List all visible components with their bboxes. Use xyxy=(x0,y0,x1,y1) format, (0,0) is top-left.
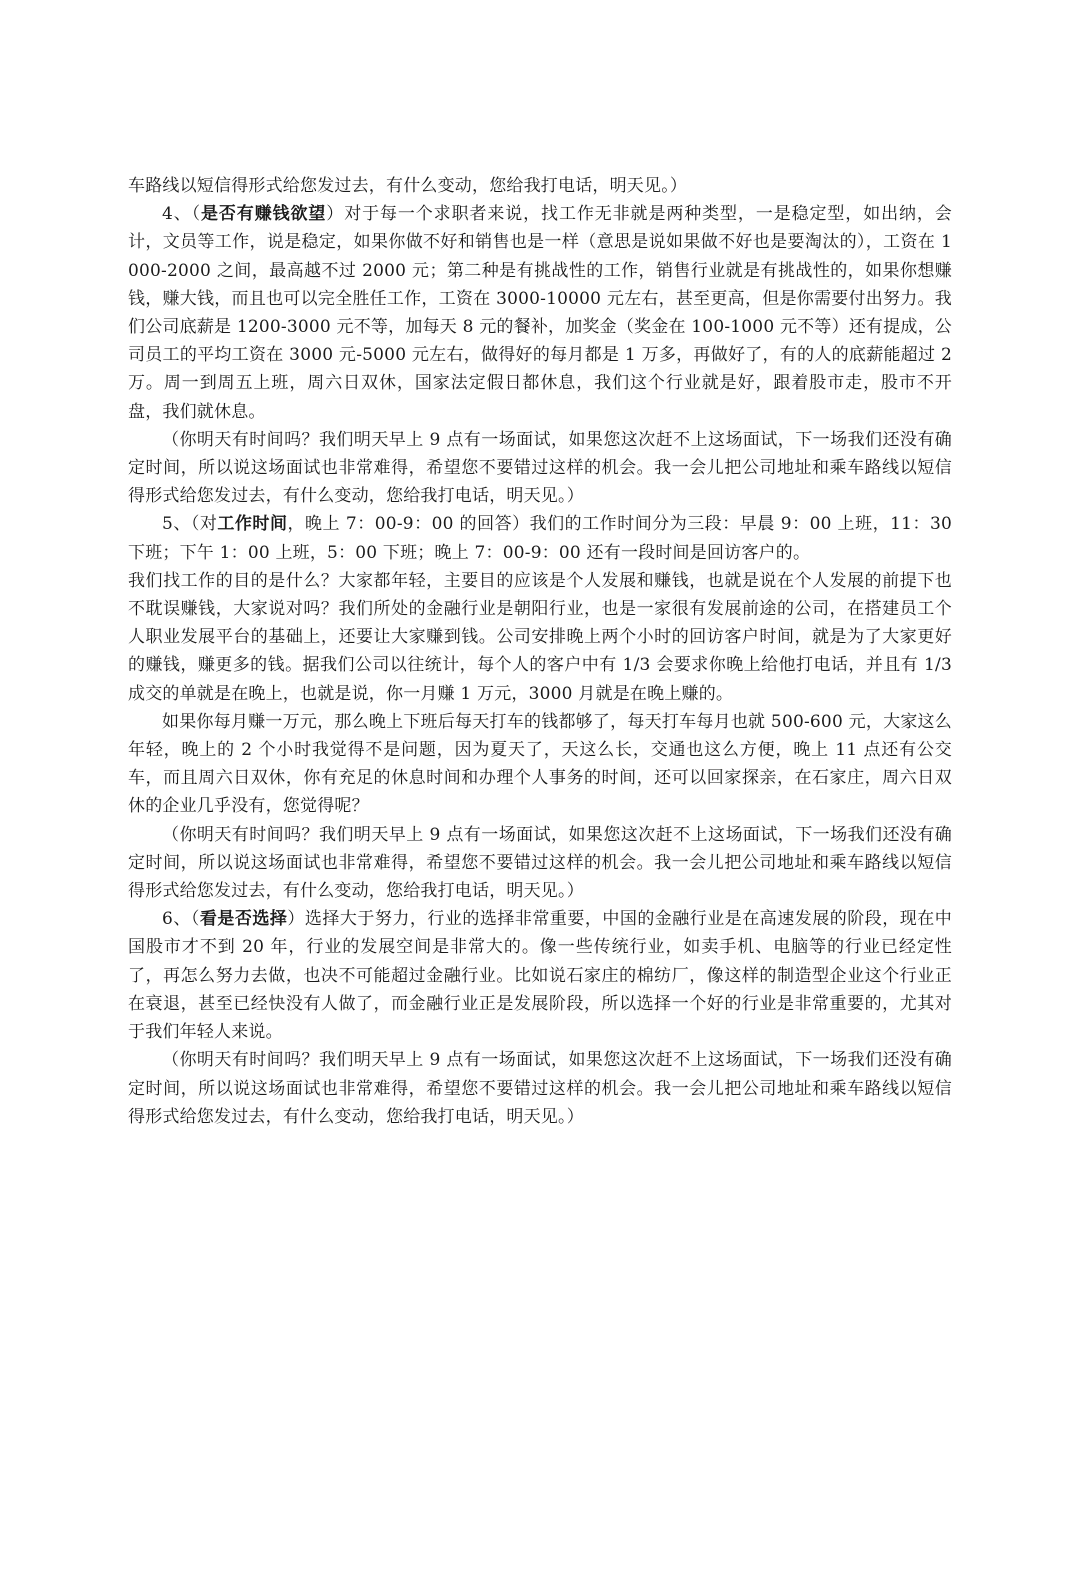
paragraph-item-5 xyxy=(128,510,952,566)
item-heading: 工作时间 xyxy=(217,514,288,535)
item-heading: 看是否选择 xyxy=(199,909,288,930)
paragraph-item-4 xyxy=(128,200,952,426)
paragraph-text: 车路线以短信得形式给您发过去，有什么变动，您给我打电话，明天见。） xyxy=(128,176,688,196)
paragraph-interview-invite xyxy=(128,426,952,511)
paragraph-text: （你明天有时间吗？我们明天早上 9 点有一场面试，如果您这次赶不上这场面试，下一场我们还没有确定时间，所以说这场面试也非常难得，希望您不要错过这样的机会。我一会儿把公司地址和乘车路线以短信得形式给您发过去，有什么变动，您给我打电话，明天见。） xyxy=(128,824,952,902)
paragraph-interview-invite xyxy=(128,821,952,906)
paragraph-text: ）对于每一个求职者来说，找工作无非就是两种类型，一是稳定型，如出纳，会计，文员等工作，说是稳定，如果你做不好和销售也是一样（意思是说如果做不好也是要淘汰的），工资在 1000-2000 之间，最高越不过 2000 元；第二种是有挑战性的工作，销售行业就是有挑战性的，如果你想赚钱，赚大钱，而且也可以完全胜任工作，工资在 3000-10000 元左右，甚至更高，但是你需要付出努力。我们公司底薪是 1200-3000 元不等，加每天 8 元的餐补，加奖金（奖金在 100-1000 元不等）还有提成，公司员工的平均工资在 3000 元-5000 元左右，做得好的每月都是 1 万多，再做好了，有的人的底薪能超过 2 万。周一到周五上班，周六日双休，国家法定假日都休息，我们这个行业就是好，跟着股市走，股市不开盘，我们就休息。 xyxy=(128,204,952,422)
paragraph-text: ，晚上 7：00-9：00 的回答）我们的工作时间分为三段：早晨 9：00 上班，11：30 下班；下午 1：00 上班，5：00 下班；晚上 7：00-9：00 还有一段时间是回访客户的。 xyxy=(128,514,952,563)
paragraph-interview-invite xyxy=(128,1046,952,1131)
paragraph-text: 我们找工作的目的是什么？大家都年轻，主要目的应该是个人发展和赚钱，也就是说在个人发展的前提下也不耽误赚钱，大家说对吗？我们所处的金融行业是朝阳行业，也是一家很有发展前途的公司，在搭建员工个 人职业发展平台的基础上，还要让大家赚到钱。公司安排晚上两个小时的回访客户时间，就是为了大家更好的赚钱，赚更多的钱。据我们公司以往统计，每个人的客户中有 1/3 会要求你晚上给他打电话，并且有 1/3 成交的单就是在晚上，也就是说，你一月赚 1 万元，3000 月就是在晚上赚的。 xyxy=(128,570,952,704)
paragraph-text: （你明天有时间吗？我们明天早上 9 点有一场面试，如果您这次赶不上这场面试，下一场我们还没有确定时间，所以说这场面试也非常难得，希望您不要错过这样的机会。我一会儿把公司地址和乘车路线以短信得形式给您发过去，有什么变动，您给我打电话，明天见。） xyxy=(128,1050,952,1127)
paragraph-text: 如果你每月赚一万元，那么晚上下班后每天打车的钱都够了，每天打车每月也就 500-600 元，大家这么年轻，晚上的 2 个小时我觉得不是问题，因为夏天了，天这么长，交通也这么方便，晚上 11 点还有公交车，而且周六日双休，你有充足的休息时间和办理个人事务的时间，还可以回家探亲，在石家庄，周六日双休的企业几乎没有，您觉得呢？ xyxy=(128,711,952,817)
item-heading: 是否有赚钱欲望 xyxy=(201,204,327,225)
item-number: 4、（ xyxy=(162,204,202,225)
paragraph-text: ）选择大于努力，行业的选择非常重要，中国的金融行业是在高速发展的阶段，现在中国股市才不到 20 年，行业的发展空间是非常大的。像一些传统行业，如卖手机、电脑等的行业已经定性了，再怎么努力去做，也决不可能超过金融行业。比如说石家庄的棉纺厂，像这样的制造型企业这个行业正在衰退，甚至已经快没有人做了，而金融行业正是发展阶段，所以选择一个好的行业是非常重要的，尤其对于我们年轻人来说。 xyxy=(128,909,953,1043)
paragraph-item-6 xyxy=(128,905,952,1046)
paragraph-text: （你明天有时间吗？我们明天早上 9 点有一场面试，如果您这次赶不上这场面试，下一场我们还没有确定时间，所以说这场面试也非常难得，希望您不要错过这样的机会。我一会儿把公司地址和乘车路线以短信得形式给您发过去，有什么变动，您给我打电话，明天见。） xyxy=(128,429,952,507)
paragraph-continuation xyxy=(128,172,952,200)
paragraph-evening-commute xyxy=(128,708,952,821)
document-page xyxy=(128,172,952,1131)
item-number: 5、（对 xyxy=(162,514,218,535)
item-number: 6、（ xyxy=(162,909,200,930)
paragraph-work-purpose xyxy=(128,567,952,708)
